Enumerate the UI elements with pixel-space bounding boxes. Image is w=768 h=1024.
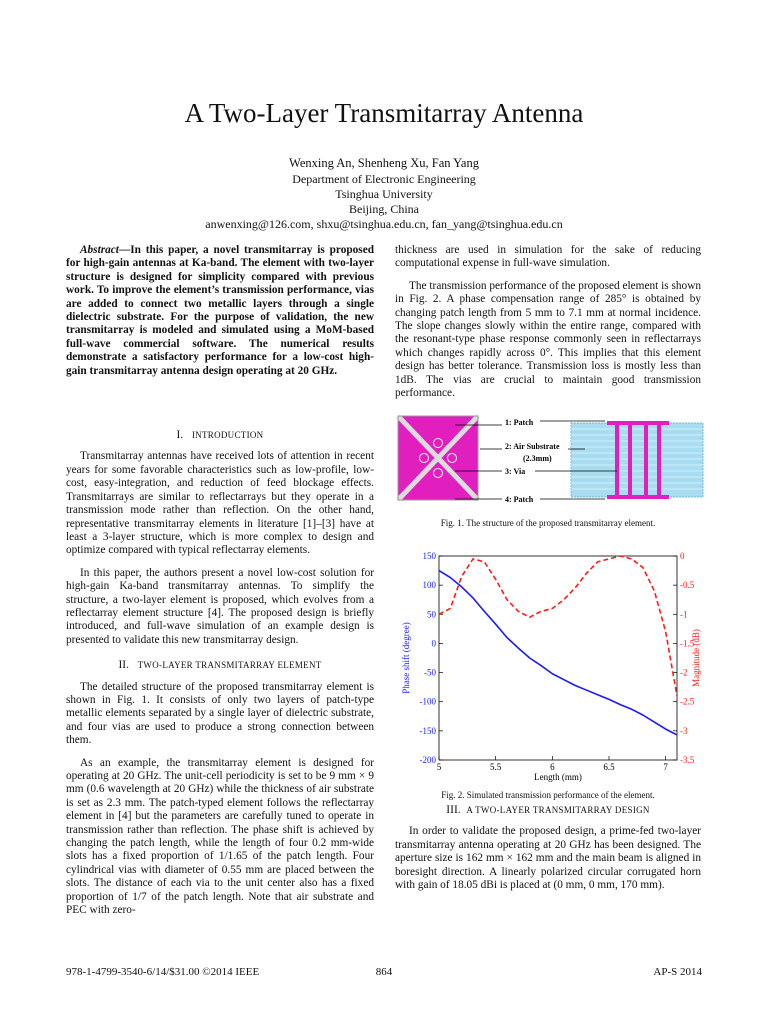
section-2-heading	[66, 659, 374, 672]
y2-tick-label: 0	[680, 551, 685, 561]
figure-2-caption: Fig. 2. Simulated transmission performance of the element.	[441, 790, 655, 800]
x-tick-label: 6.5	[603, 762, 615, 772]
section-3-title: A TWO-LAYER TRANSMITARRAY DESIGN	[466, 805, 650, 815]
figure-1	[395, 413, 705, 508]
authors: Wenxing An, Shenheng Xu, Fan Yang	[289, 156, 479, 170]
x-axis-label: Length (mm)	[534, 772, 582, 782]
y-tick-label: -100	[419, 696, 436, 707]
y2-tick-label: -0.5	[680, 580, 695, 591]
affil-city: Beijing, China	[349, 202, 419, 216]
y-tick-label: 150	[422, 551, 436, 561]
y2-tick-label: -1.5	[680, 638, 695, 649]
plot-area	[439, 556, 677, 760]
section-3	[395, 800, 701, 901]
abstract-label: Abstract	[80, 244, 119, 256]
left-column	[66, 244, 374, 926]
x-tick-label: 5.5	[490, 762, 502, 772]
y2-tick-label: -3.5	[680, 755, 695, 765]
section-2-number: II.	[118, 659, 129, 672]
affil-univ: Tsinghua University	[335, 187, 433, 201]
y-tick-label: -50	[424, 667, 436, 678]
section-2-paragraph-2: As an example, the transmitarray element is designed for operating at 20 GHz. The unit-cell periodicity is set to be 9 mm × 9 mm (0.6 wavelength at 20 GHz) while the thickness of air substrate is set as 2.3 mm. The patch-typed element follows the reflectarray element in [4] but the parameters are carefully tuned to operate in transmission rather than reflection. The phase shift is achieved by changing the patch length, while the length of four 0.2 mm-wide slots has a fixed proportion of 1/1.65 of the patch length. Four cylindrical vias with diameter of 0.55 mm are placed between the slots. The distance of each via to the unit center also has a fixed proportion of 1/7 of the patch length. Note that air substrate and PEC with zero-	[66, 756, 374, 917]
via-left	[420, 454, 429, 463]
intro-paragraph-2: In this paper, the authors present a novel low-cost solution for high-gain Ka-band transmitarray antennas. To simplify the structure, a two-layer element is proposed, which evolves from a reflectarray element structure [4]. The proposed design is briefly introduced, and full-wave simulation of an example design is presented to validate this new transmitarray design.	[66, 566, 374, 646]
fig1-label-air-thickness: (2.3mm)	[523, 454, 552, 463]
y2-tick-label: -2.5	[680, 696, 695, 707]
via-side-2	[628, 423, 632, 497]
via-top	[434, 439, 443, 448]
y-tick-label: -150	[419, 725, 436, 736]
via-side-3	[644, 423, 648, 497]
via-bottom	[434, 469, 443, 478]
via-right	[448, 454, 457, 463]
affil-dept: Department of Electronic Engineering	[292, 172, 476, 186]
section-3-paragraph-1: In order to validate the proposed design, a prime-fed two-layer transmitarray antenna operating at 20 GHz has been designed. The aperture size is 162 mm × 162 mm and the main beam is aligned in boresight direction. A linearly polarized circular corrugated horn with gain of 18.05 dBi is placed at (0 mm, 0 mm, 170 mm).	[395, 825, 701, 892]
paper-title: A Two-Layer Transmitarray Antenna	[184, 98, 584, 128]
right-paragraph-2: The transmission performance of the proposed element is shown in Fig. 2. A phase compensation range of 285° is obtained by changing patch length from 5 mm to 7.1 mm at normal incidence. The slope changes slowly within the entire range, compared with the resonant-type phase response commonly seen in reflectarrays which changes rapidly across 0°. This implies that this element design has better tolerance. Transmission loss is mostly less than 1dB. The vias are crucial to maintain good transmission performance.	[395, 279, 701, 400]
y-tick-label: 50	[427, 609, 436, 620]
y2-tick-label: -2	[680, 667, 688, 678]
fig1-label-patch-bottom: 4: Patch	[505, 495, 534, 504]
figure-2-chart	[395, 546, 705, 786]
affiliation	[0, 172, 768, 232]
x-tick-label: 7	[663, 762, 668, 772]
section-1-title: INTRODUCTION	[191, 430, 264, 441]
y-tick-label: 0	[431, 638, 436, 649]
section-1-heading	[66, 429, 374, 442]
right-paragraph-1: thickness are used in simulation for the sake of reducing computational expense in full-wave simulation.	[395, 244, 701, 270]
footer-page-number: 864	[375, 966, 393, 978]
y-tick-label: -200	[419, 755, 436, 765]
right-column	[395, 244, 701, 409]
affil-emails: anwenxing@126.com, shxu@tsinghua.edu.cn, fan_yang@tsinghua.edu.cn	[205, 217, 563, 231]
section-2-paragraph-1: The detailed structure of the proposed transmitarray element is shown in Fig. 1. It consists of only two layers of patch-type metallic elements separated by a single layer of dielectric substrate, and four vias are used to produce a strong connection between them.	[66, 680, 374, 747]
section-3-heading	[395, 804, 701, 817]
figure-1-caption: Fig. 1. The structure of the proposed transmitarray element.	[440, 518, 656, 528]
y2-tick-label: -1	[680, 609, 688, 620]
x-tick-label: 6	[550, 762, 555, 772]
y-axis-label: Phase shift (degree)	[401, 622, 411, 694]
fig1-label-patch-top: 1: Patch	[505, 418, 534, 427]
fig1-label-air: 2: Air Substrate	[505, 442, 560, 451]
y2-axis-label: Magnitude (dB)	[691, 629, 701, 687]
via-side-1	[615, 423, 619, 497]
intro-paragraph-1: Transmitarray antennas have received lots of attention in recent years for some favorable characteristics such as low-profile, low-cost, easy-integration, and reduction of feed blockage effects. Transmitarrays are similar to reflectarrays but they operate in a transmission mode rather than reflection. On the other hand, representative transmitarray elements in literature [1]–[3] have at least a 3-layer structure, which is more complex to design and optimize compared with typical reflectarray elements.	[66, 450, 374, 557]
section-2-title: TWO-LAYER TRANSMITARRAY ELEMENT	[137, 660, 322, 671]
x-tick-label: 5	[436, 762, 442, 772]
footer-conference: AP-S 2014	[653, 966, 702, 978]
section-1-number: I.	[176, 429, 184, 442]
section-3-number: III.	[446, 804, 461, 816]
air-substrate	[571, 423, 703, 497]
abstract	[66, 244, 374, 378]
y-tick-label: 100	[422, 580, 436, 591]
y2-tick-label: -3	[680, 725, 688, 736]
via-side-4	[657, 423, 661, 497]
abstract-text: —In this paper, a novel transmitarray is proposed for high-gain antennas at Ka-band. The element with two-layer structure is designed for simplicity compared with previous work. To improve the element’s transmission performance, vias are added to connect two metallic layers through a single dielectric substrate. For the purpose of validation, the new transmitarray is modeled and simulated using a MoM-based full-wave commercial software. The numerical results demonstrate a satisfactory performance for a low-cost high-gain transmitarray antenna design operating at 20 GHz.	[66, 244, 374, 377]
fig1-label-via: 3: Via	[505, 467, 526, 476]
footer-copyright: 978-1-4799-3540-6/14/$31.00 ©2014 IEEE	[66, 966, 260, 978]
